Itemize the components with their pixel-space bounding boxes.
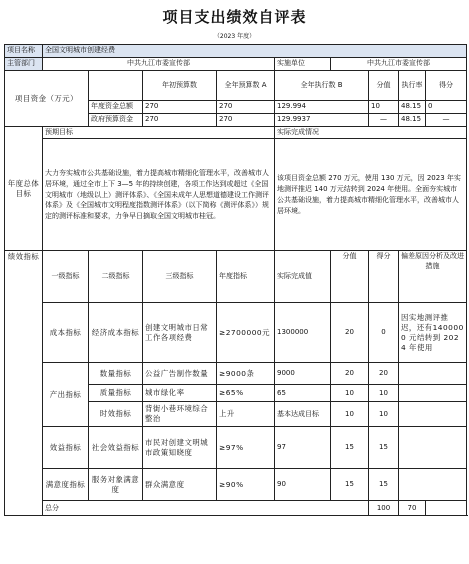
ind-l2: 服务对象满意度 <box>89 469 143 501</box>
ind-points: 0 <box>369 303 399 363</box>
funds-row-initial: 270 <box>143 114 217 127</box>
funds-row-points: 0 <box>426 101 467 114</box>
ind-l2: 质量指标 <box>89 385 143 402</box>
dept-label: 主管部门 <box>5 58 43 71</box>
ind-reason <box>399 402 467 427</box>
total-score: 100 <box>369 501 399 516</box>
total-points: 70 <box>399 501 426 516</box>
ind-l2: 时效指标 <box>89 402 143 427</box>
ind-actual: 基本达成目标 <box>275 402 331 427</box>
ind-score: 15 <box>331 469 369 501</box>
ind-score: 10 <box>331 385 369 402</box>
expected-goal-text: 大力夯实城市公共基础设施，着力提高城市精细化管理水平，改善城市人居环境，通过全市上下 3—5 年的持续创建，各项工作达到或超过《全国文明城市（地级以上）测评体系》、《全国未成年人思想道德建设工作测评体系》及《全国城市文明程度指数测评体系》（以下简称《测评体系》）规定的测评标准和要求，力争早日摘取全国文明城市桂冠。 <box>43 139 275 251</box>
ind-reason <box>399 385 467 402</box>
ind-l3: 市民对创建文明城市政策知晓度 <box>143 427 217 469</box>
actual-result-label: 实际完成情况 <box>275 127 467 139</box>
ind-col-l3: 三级指标 <box>143 251 217 303</box>
ind-l2: 经济成本指标 <box>89 303 143 363</box>
dept-value: 中共九江市委宣传部 <box>43 58 275 71</box>
ind-reason <box>399 363 467 385</box>
ind-score: 20 <box>331 303 369 363</box>
funds-col-points: 得分 <box>426 71 467 101</box>
ind-l1: 成本指标 <box>43 303 89 363</box>
evaluation-table-wrapper <box>4 44 467 516</box>
funds-row-exec: 129.994 <box>275 101 369 114</box>
ind-actual: 1300000 <box>275 303 331 363</box>
funds-row-name: 政府预算资金 <box>89 114 143 127</box>
funds-row-rate: 48.15 <box>399 101 426 114</box>
ind-l1: 效益指标 <box>43 427 89 469</box>
project-name-label: 项目名称 <box>5 45 43 58</box>
indicators-section-label: 绩效指标 <box>5 251 43 516</box>
ind-target: ≥65% <box>217 385 275 402</box>
ind-col-l1: 一级指标 <box>43 251 89 303</box>
ind-l3: 公益广告制作数量 <box>143 363 217 385</box>
ind-actual: 65 <box>275 385 331 402</box>
table-row <box>5 469 467 501</box>
ind-target: ≥9000条 <box>217 363 275 385</box>
ind-target: ≥2700000元 <box>217 303 275 363</box>
funds-col-initial: 年初预算数 <box>143 71 217 101</box>
table-row <box>5 427 467 469</box>
ind-l1: 满意度指标 <box>43 469 89 501</box>
evaluation-table <box>4 44 467 516</box>
ind-col-points: 得分 <box>369 251 399 303</box>
ind-l3: 背街小巷环境综合整治 <box>143 402 217 427</box>
expected-goal-label: 预期目标 <box>43 127 275 139</box>
ind-l3: 城市绿化率 <box>143 385 217 402</box>
ind-reason <box>399 427 467 469</box>
ind-col-actual: 实际完成值 <box>275 251 331 303</box>
funds-row-full-year: 270 <box>217 114 275 127</box>
ind-l2: 数量指标 <box>89 363 143 385</box>
table-row <box>5 303 467 363</box>
ind-l3: 创建文明城市日常工作各项经费 <box>143 303 217 363</box>
ind-col-score: 分值 <box>331 251 369 303</box>
ind-points: 10 <box>369 385 399 402</box>
funds-row-score: 10 <box>369 101 399 114</box>
impl-value: 中共九江市委宣传部 <box>331 58 467 71</box>
ind-points: 20 <box>369 363 399 385</box>
ind-target: ≥97% <box>217 427 275 469</box>
goals-label: 年度总体目标 <box>5 127 43 251</box>
table-row <box>5 363 467 385</box>
ind-l1: 产出指标 <box>43 363 89 427</box>
actual-result-text: 该项目资金总额 270 万元，使用 130 万元，因 2023 年实地测评推迟 140 万元结转到 2024 年使用。全面夯实城市公共基础设施，着力提高城市精细化管理水平，改善城市人居环境。 <box>275 139 467 251</box>
ind-col-target: 年度指标 <box>217 251 275 303</box>
impl-label: 实施单位 <box>275 58 331 71</box>
project-name-value: 全国文明城市创建经费 <box>43 45 467 58</box>
funds-row-name: 年度资金总额 <box>89 101 143 114</box>
funds-row-exec: 129.9937 <box>275 114 369 127</box>
ind-score: 15 <box>331 427 369 469</box>
ind-actual: 90 <box>275 469 331 501</box>
ind-points: 15 <box>369 427 399 469</box>
page-title: 项目支出绩效自评表 <box>162 8 307 26</box>
ind-reason: 因实地测评推迟，还有1400000 元结转到 2024 年使用 <box>399 303 467 363</box>
ind-l3: 群众满意度 <box>143 469 217 501</box>
ind-points: 10 <box>369 402 399 427</box>
ind-target: 上升 <box>217 402 275 427</box>
funds-row-score: — <box>369 114 399 127</box>
ind-points: 15 <box>369 469 399 501</box>
funds-row-rate: 48.15 <box>399 114 426 127</box>
funds-col-rate: 执行率 <box>399 71 426 101</box>
funds-col-exec: 全年执行数 B <box>275 71 369 101</box>
ind-target: ≥90% <box>217 469 275 501</box>
ind-score: 20 <box>331 363 369 385</box>
ind-score: 10 <box>331 402 369 427</box>
funds-row-full-year: 270 <box>217 101 275 114</box>
ind-actual: 9000 <box>275 363 331 385</box>
funds-col-full-year: 全年预算数 A <box>217 71 275 101</box>
total-label: 总分 <box>43 501 369 516</box>
ind-reason <box>399 469 467 501</box>
ind-col-reason: 偏差原因分析及改进措施 <box>399 251 467 303</box>
ind-actual: 97 <box>275 427 331 469</box>
funds-row-initial: 270 <box>143 101 217 114</box>
funds-col-score: 分值 <box>369 71 399 101</box>
ind-l2: 社会效益指标 <box>89 427 143 469</box>
funds-label: 项目资金（万元） <box>5 71 89 127</box>
report-year: （2023 年度） <box>213 33 256 40</box>
funds-row-points: — <box>426 114 467 127</box>
ind-col-l2: 二级指标 <box>89 251 143 303</box>
